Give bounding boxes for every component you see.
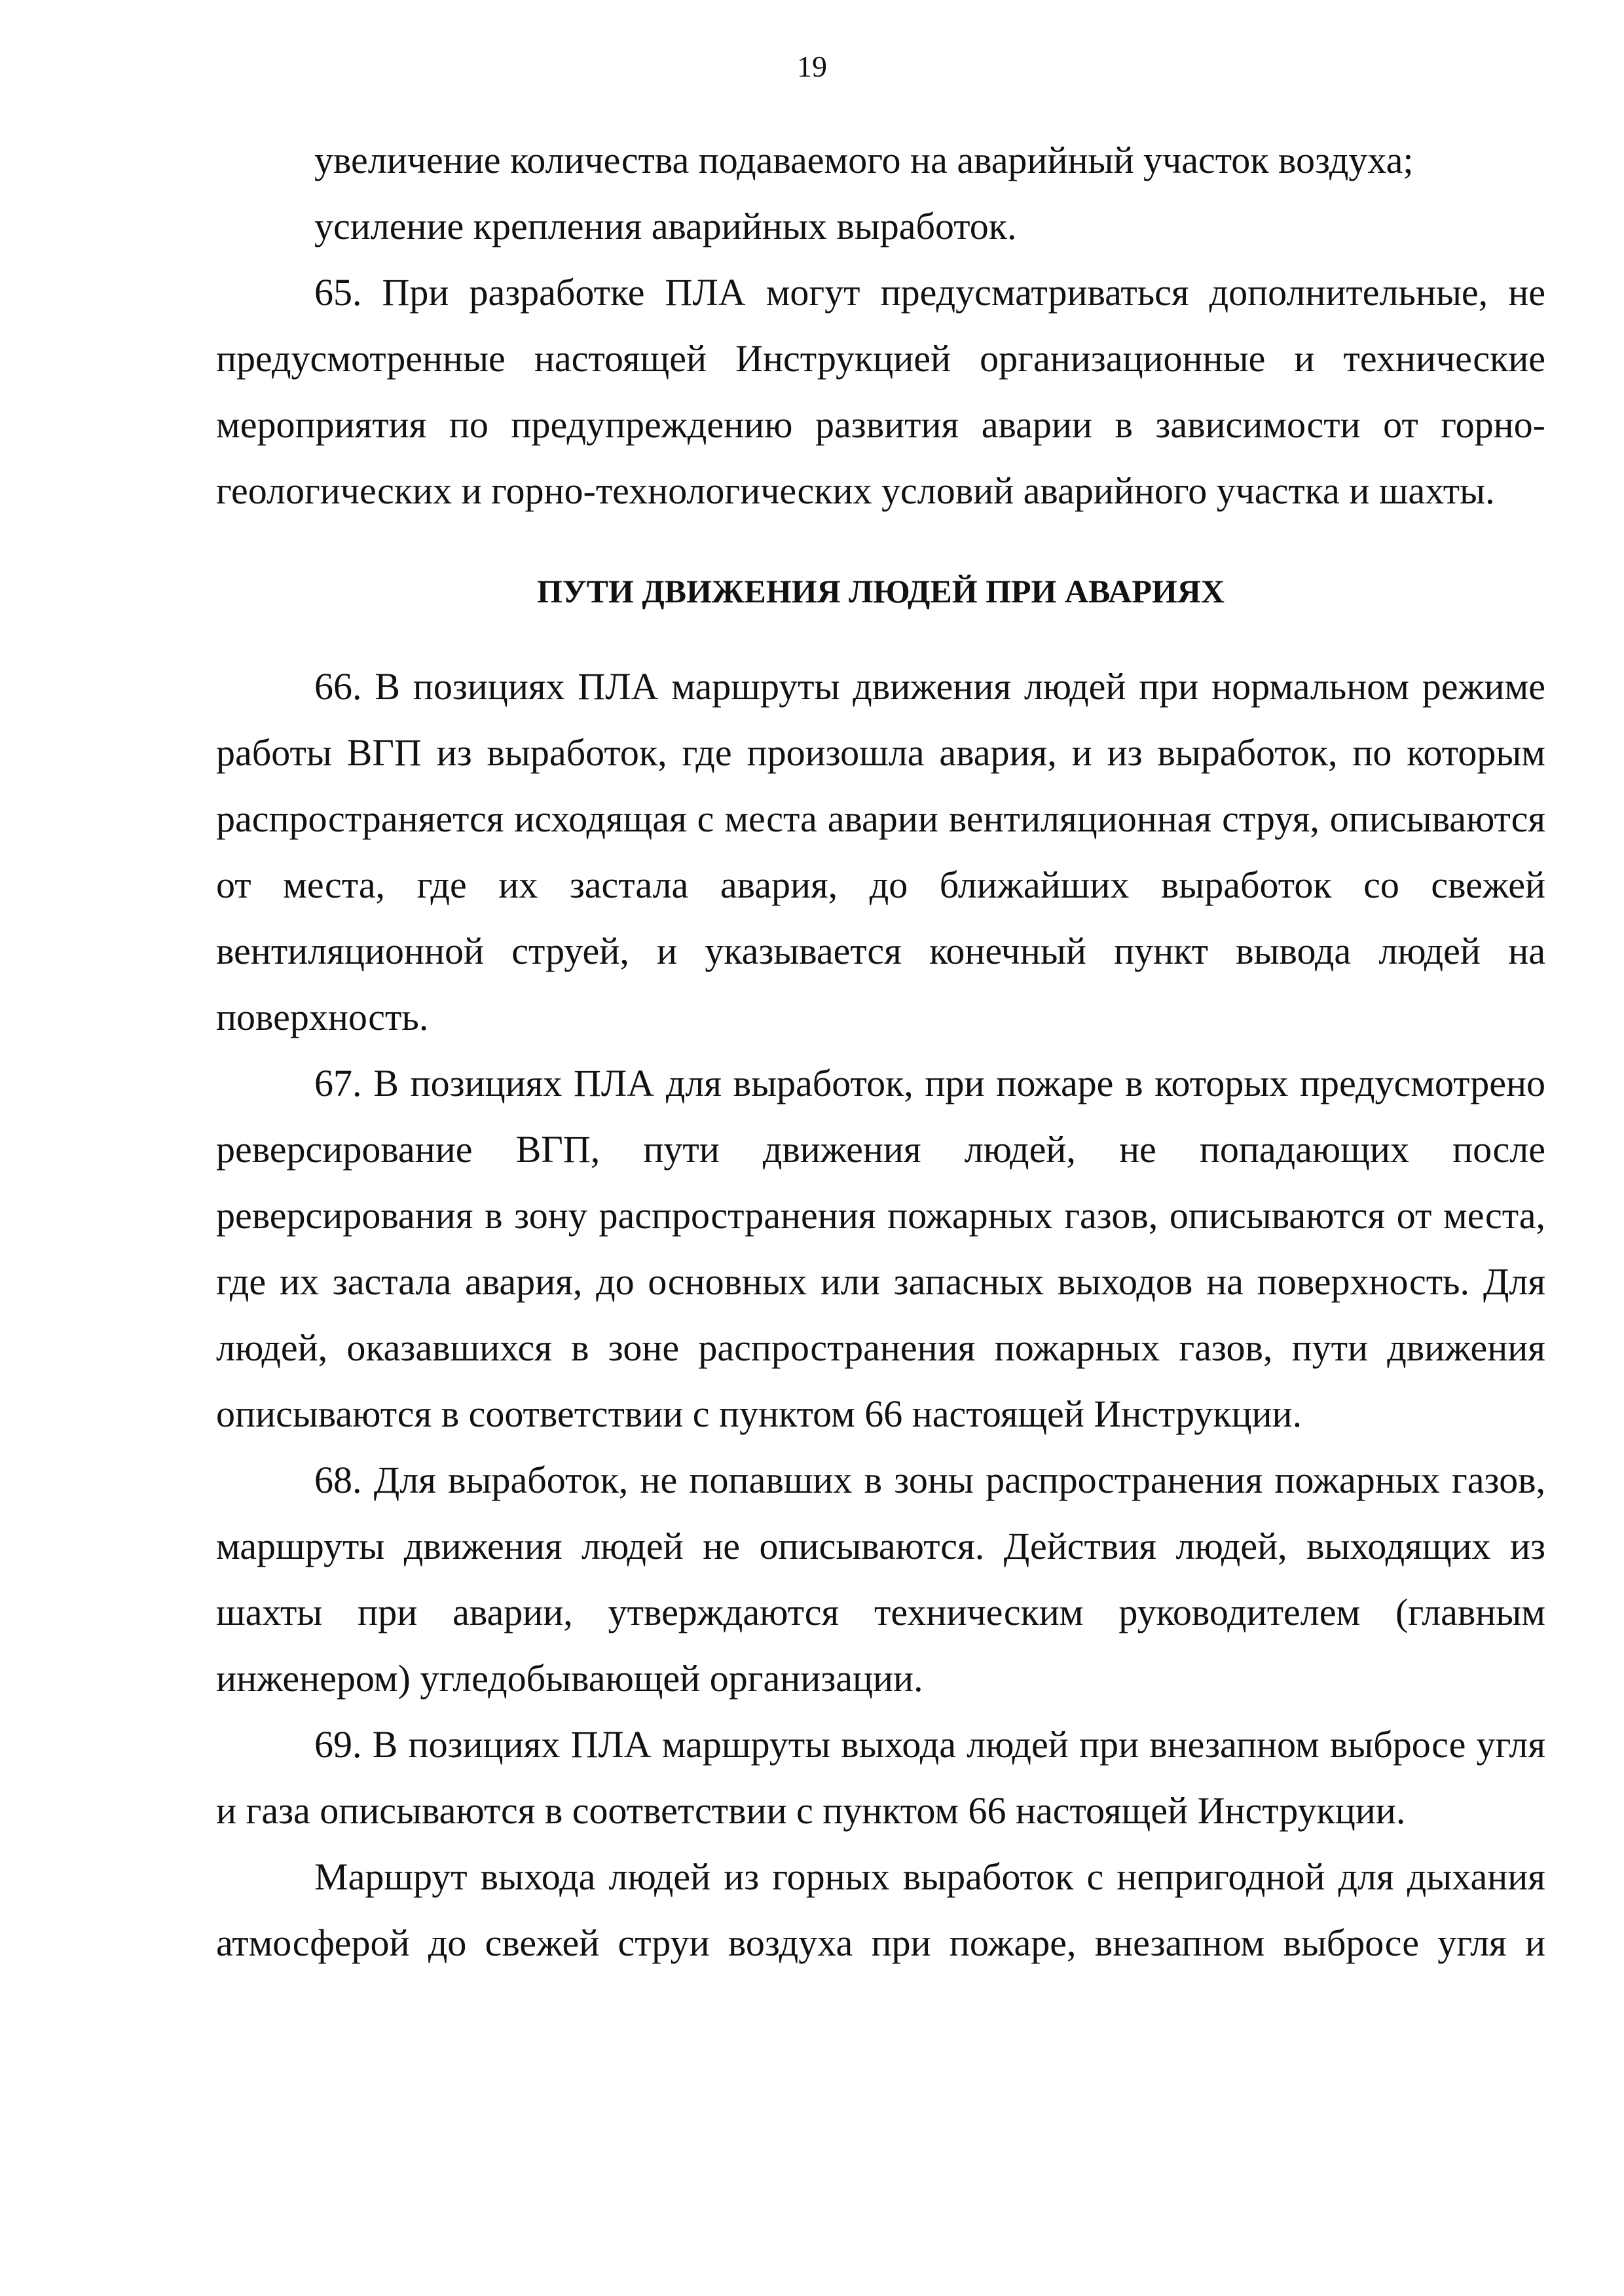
document-body xyxy=(216,127,1545,1976)
paragraph-66: 66. В позициях ПЛА маршруты движения людей при нормальном режиме работы ВГП из выработок, где произошла авария, и из выработок, по которым распространяется исходящая с места аварии вентиляционная струя, описываются от места, где их застала авария, до ближайших выработок со свежей вентиляционной струей, и указывается конечный пункт вывода людей на поверхность. xyxy=(216,665,1545,1038)
paragraph-65: 65. При разработке ПЛА могут предусматриваться дополнительные, не предусмотренные настоящей Инструкцией организационные и технические мероприятия по предупреждению развития аварии в зависимости от горно-геологических и горно-технологических условий аварийного участка и шахты. xyxy=(216,271,1545,512)
paragraph-69: 69. В позициях ПЛА маршруты выхода людей при внезапном выбросе угля и газа описываются в соответствии с пунктом 66 настоящей Инструкции. xyxy=(216,1723,1545,1832)
paragraph-continuation-support: усиление крепления аварийных выработок. xyxy=(314,205,1017,247)
paragraph-67: 67. В позициях ПЛА для выработок, при пожаре в которых предусмотрено реверсирование ВГП, пути движения людей, не попадающих после реверсирования в зону распространения пожарных газов, описываются от места, где их застала авария, до основных или запасных выходов на поверхность. Для людей, оказавшихся в зоне распространения пожарных газов, пути движения описываются в соответствии с пунктом 66 настоящей Инструкции. xyxy=(216,1062,1545,1435)
paragraph-exit-route: Маршрут выхода людей из горных выработок с непригодной для дыхания атмосферой до свежей струи воздуха при пожаре, внезапном выбросе угля и xyxy=(216,1855,1545,1964)
paragraph-continuation-air-supply: увеличение количества подаваемого на аварийный участок воздуха; xyxy=(314,139,1414,181)
paragraph-68: 68. Для выработок, не попавших в зоны распространения пожарных газов, маршруты движения людей не описываются. Действия людей, выходящих из шахты при аварии, утверждаются техническим руководителем (главным инженером) угледобывающей организации. xyxy=(216,1459,1545,1700)
page-number: 19 xyxy=(797,50,827,83)
section-heading: ПУТИ ДВИЖЕНИЯ ЛЮДЕЙ ПРИ АВАРИЯХ xyxy=(537,573,1225,610)
